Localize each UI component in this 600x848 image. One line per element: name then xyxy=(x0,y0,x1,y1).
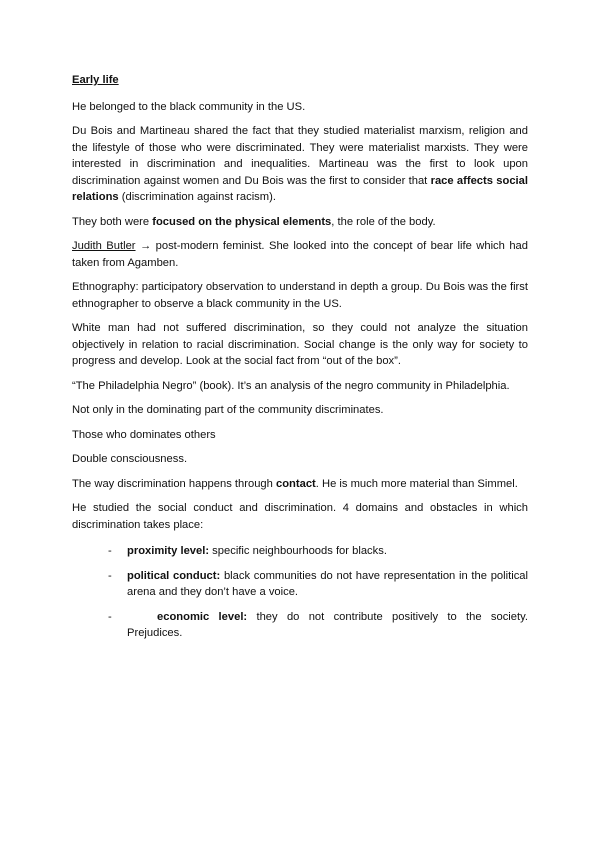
dash-bullet: - xyxy=(108,610,112,623)
text: . He is much more material than Simmel. xyxy=(315,477,518,490)
paragraph-philadelphia-negro: “The Philadelphia Negro” (book). It’s an analysis of the negro community in Philadelphia. xyxy=(72,379,510,392)
document-page xyxy=(72,72,528,650)
paragraph-those-who-dominate: Those who dominates others xyxy=(72,428,216,441)
list-item xyxy=(72,609,528,642)
section-heading: Early life xyxy=(72,74,119,86)
domains-list xyxy=(72,543,528,642)
item-text: specific neighbourhoods for blacks. xyxy=(209,545,387,557)
underlined-name: Judith Butler xyxy=(72,240,136,252)
text: Du Bois and Martineau shared the fact that they studied materialist marxism, religion and the lifestyle of those who were discriminated. They were materialist marxists. They were interested in discrimination and inequalities. Martineau was the first to look upon discrimination against women and Du Bois was the first to consider that xyxy=(72,125,528,187)
paragraph-double-consciousness: Double consciousness. xyxy=(72,453,188,465)
text: They both were xyxy=(72,215,153,228)
paragraph-du-bois-martineau xyxy=(72,123,528,206)
paragraph-contact xyxy=(72,476,528,493)
dash-bullet: - xyxy=(108,545,112,557)
dash-bullet: - xyxy=(108,569,112,582)
text: → post-modern feminist. She looked into the concept of bear life which had taken from Agamben. xyxy=(72,240,528,269)
paragraph-white-man: White man had not suffered discrimination, so they could not analyze the situation objectively in relation to racial discrimination. Social change is the only way for society to progress and develop. Look at the social fact from “out of the box”. xyxy=(72,322,528,367)
item-label: political conduct: xyxy=(127,569,221,582)
paragraph-judith-butler xyxy=(72,238,528,271)
list-item xyxy=(72,543,528,560)
item-text: they do not contribute positively to the society. Prejudices. xyxy=(127,610,528,639)
item-label: economic level: xyxy=(157,610,248,623)
text: (discrimination against racism). xyxy=(118,191,276,203)
bold-phrase: focused on the physical elements xyxy=(152,215,332,228)
item-label: proximity level: xyxy=(127,545,210,557)
paragraph-physical-elements xyxy=(72,214,528,231)
list-item xyxy=(72,568,528,601)
text: , the role of the body. xyxy=(331,215,436,228)
paragraph-four-domains: He studied the social conduct and discrimination. 4 domains and obstacles in which discrimination takes place: xyxy=(72,502,528,531)
paragraph-ethnography: Ethnography: participatory observation to understand in depth a group. Du Bois was the first ethnographer to observe a black community in the US. xyxy=(72,281,528,310)
paragraph-community: He belonged to the black community in the US. xyxy=(72,100,306,113)
item-text: black communities do not have representation in the political arena and they don’t have a voice. xyxy=(127,569,529,598)
paragraph-dominating-part: Not only in the dominating part of the community discriminates. xyxy=(72,404,384,416)
bold-phrase: race affects social relations xyxy=(72,174,528,203)
text: The way discrimination happens through xyxy=(72,477,276,490)
bold-phrase: contact xyxy=(275,477,316,490)
